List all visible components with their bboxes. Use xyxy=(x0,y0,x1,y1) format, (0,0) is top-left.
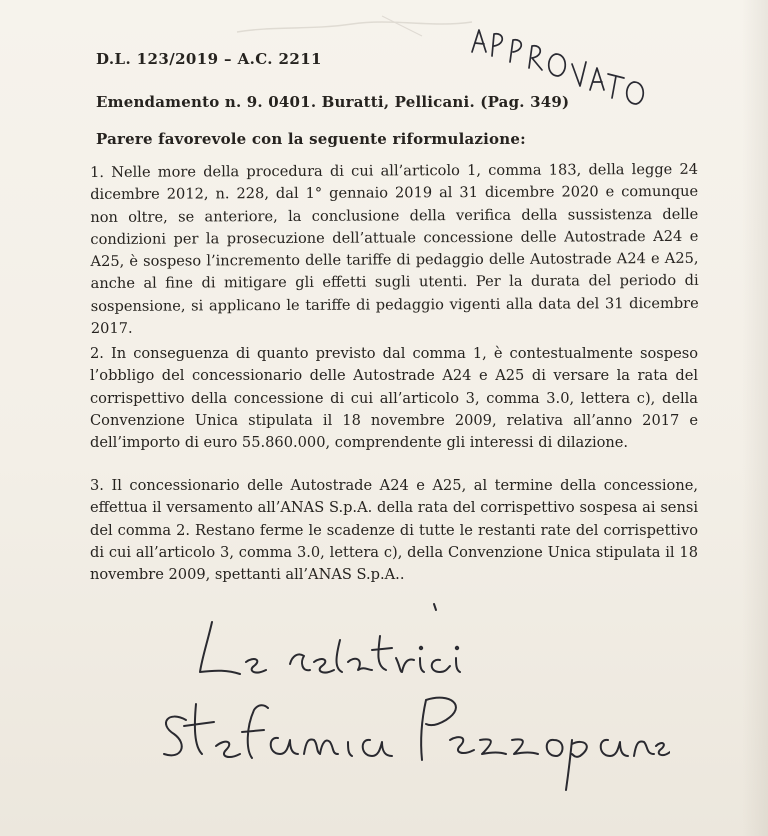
paragraph-3: 3. Il concessionario delle Autostrade A24 e A25, al termine della concessione, effettua il versamento all’ANAS S.p.A. della rata del corrispettivo sospesa ai sensi del comma 2. Restano ferme le scadenze di tutte le restanti rate del corrispettivo di cui all’articolo 3, comma 3.0, lettera c), della Convenzione Unica stipulata il 18 novembre 2009, spettanti all’ANAS S.p.A.. xyxy=(90,477,698,584)
paragraph-1: 1. Nelle more della procedura di cui all’articolo 1, comma 183, della legge 24 dicembre 2012, n. 228, dal 1° gennaio 2019 al 31 dicembre 2020 e comunque non oltre, se anteriore, la conclusione della verifica della sussistenza delle condizioni per la prosecuzione dell’attuale concessione delle Autostrade A24 e A25, è sospeso l’incremento delle tariffe di pedaggio delle Autostrade A24 e A25, anche al fine di mitigare gli effetti sugli utenti. Per la durata del periodo di sospensione, si applicano le tariffe di pedaggio vigenti alla data del 31 dicembre 2017. xyxy=(90,160,699,338)
opinion-heading: Parere favorevole con la seguente riformulazione: xyxy=(96,130,526,148)
document-reference: D.L. 123/2019 – A.C. 2211 xyxy=(96,50,322,68)
handwritten-signature xyxy=(150,600,670,810)
paragraph-2: 2. In conseguenza di quanto previsto dal comma 1, è contestualmente sospeso l’obbligo del concessionario delle Autostrade A24 e A25 di versare la rata del corrispettivo della concessione di cui all’articolo 3, comma 3.0, lettera c), della Convenzione Unica stipulata il 18 novembre 2009, relativa all’anno 2017 e dell’importo di euro 55.860.000, comprendente gli interessi di dilazione. xyxy=(90,345,698,452)
amendment-title: Emendamento n. 9. 0401. Buratti, Pellicani. (Pag. 349) xyxy=(96,93,570,111)
